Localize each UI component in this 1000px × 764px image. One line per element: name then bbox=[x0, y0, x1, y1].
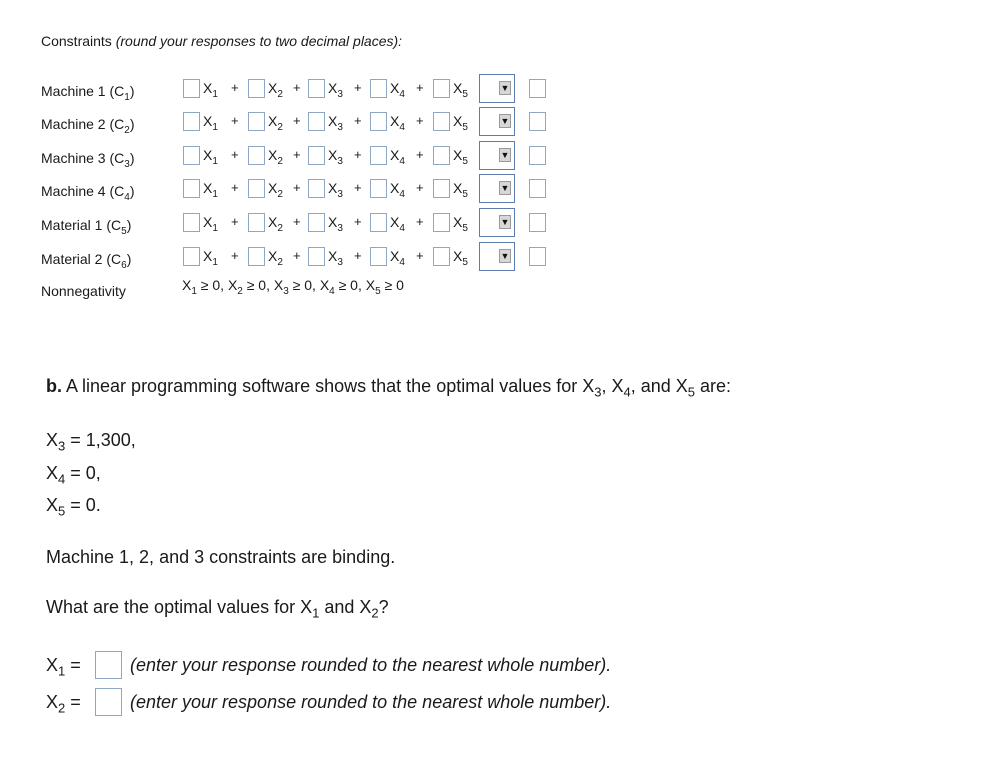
coefficient-input-x1[interactable] bbox=[183, 112, 200, 131]
x4-value-line: $X_4 = 0$, bbox=[46, 463, 101, 487]
variable-x2: $X_2$ bbox=[268, 113, 283, 133]
x3-value-line: $X_3 = 1,300$, bbox=[46, 430, 136, 454]
coefficient-input-x5[interactable] bbox=[433, 146, 450, 165]
coefficient-input-x2[interactable] bbox=[248, 79, 265, 98]
answer-hint: (enter your response rounded to the nearest whole number). bbox=[130, 692, 612, 712]
variable-x1: $X_1$ bbox=[203, 214, 218, 234]
plus-sign: + bbox=[293, 147, 301, 162]
nonnegativity-expression: $X_1 \ge 0$, $X_2 \ge 0$, $X_3 \ge 0$, $X_4 \ge 0$, $X_5 \ge 0$ bbox=[182, 277, 404, 297]
coefficient-input-x3[interactable] bbox=[308, 146, 325, 165]
dropdown-arrow-icon: ▼ bbox=[500, 150, 510, 160]
answer-input-x1[interactable] bbox=[95, 651, 122, 679]
plus-sign: + bbox=[354, 180, 362, 195]
constraint-row bbox=[41, 246, 561, 274]
dropdown-arrow-icon: ▼ bbox=[500, 217, 510, 227]
constraint-label: Machine 2 $(C_2)$ bbox=[41, 116, 135, 136]
inequality-dropdown[interactable] bbox=[479, 74, 515, 103]
inequality-dropdown[interactable] bbox=[479, 107, 515, 136]
rhs-input[interactable] bbox=[529, 79, 546, 98]
variable-x5: $X_5$ bbox=[453, 80, 468, 100]
variable-x4: $X_4$ bbox=[390, 248, 405, 268]
constraint-row bbox=[41, 145, 561, 173]
x5-value: 0. bbox=[85, 495, 101, 515]
inequality-dropdown[interactable] bbox=[479, 174, 515, 203]
inequality-dropdown[interactable] bbox=[479, 208, 515, 237]
variable-x3: $X_3$ bbox=[328, 180, 343, 200]
answer-hint: (enter your response rounded to the nearest whole number). bbox=[130, 655, 612, 675]
plus-sign: + bbox=[293, 80, 301, 95]
plus-sign: + bbox=[416, 80, 424, 95]
variable-x5: $X_5$ bbox=[453, 248, 468, 268]
coefficient-input-x1[interactable] bbox=[183, 179, 200, 198]
constraint-label: Machine 1 $(C_1)$ bbox=[41, 83, 135, 103]
plus-sign: + bbox=[354, 147, 362, 162]
part-b-letter: b. bbox=[46, 376, 62, 396]
constraint-row bbox=[41, 178, 561, 206]
plus-sign: + bbox=[354, 248, 362, 263]
constraint-label: Machine 4 $(C_4)$ bbox=[41, 183, 135, 203]
coefficient-input-x1[interactable] bbox=[183, 146, 200, 165]
rhs-input[interactable] bbox=[529, 112, 546, 131]
dropdown-arrow-icon: ▼ bbox=[500, 183, 510, 193]
plus-sign: + bbox=[416, 113, 424, 128]
dropdown-arrow-icon: ▼ bbox=[500, 116, 510, 126]
variable-x2: $X_2$ bbox=[268, 248, 283, 268]
variable-x1: $X_1$ bbox=[203, 248, 218, 268]
variable-x1: $X_1$ bbox=[203, 113, 218, 133]
plus-sign: + bbox=[231, 214, 239, 229]
coefficient-input-x3[interactable] bbox=[308, 112, 325, 131]
answer-variable: $X_2$ = bbox=[46, 692, 81, 716]
variable-x3: $X_3$ bbox=[328, 248, 343, 268]
variable-x3: $X_3$ bbox=[328, 147, 343, 167]
plus-sign: + bbox=[231, 180, 239, 195]
constraint-label: Machine 3 $(C_3)$ bbox=[41, 150, 135, 170]
plus-sign: + bbox=[231, 147, 239, 162]
variable-x3: $X_3$ bbox=[328, 214, 343, 234]
constraint-label: Material 2 $(C_6)$ bbox=[41, 251, 132, 271]
coefficient-input-x3[interactable] bbox=[308, 179, 325, 198]
plus-sign: + bbox=[293, 214, 301, 229]
coefficient-input-x4[interactable] bbox=[370, 79, 387, 98]
variable-x2: $X_2$ bbox=[268, 180, 283, 200]
constraint-label: Material 1 $(C_5)$ bbox=[41, 217, 132, 237]
coefficient-input-x4[interactable] bbox=[370, 179, 387, 198]
rhs-input[interactable] bbox=[529, 179, 546, 198]
plus-sign: + bbox=[293, 180, 301, 195]
nonnegativity-label: Nonnegativity bbox=[41, 283, 126, 299]
variable-x5: $X_5$ bbox=[453, 180, 468, 200]
plus-sign: + bbox=[354, 113, 362, 128]
variable-x2: $X_2$ bbox=[268, 147, 283, 167]
coefficient-input-x5[interactable] bbox=[433, 213, 450, 232]
plus-sign: + bbox=[231, 113, 239, 128]
plus-sign: + bbox=[416, 180, 424, 195]
plus-sign: + bbox=[416, 248, 424, 263]
plus-sign: + bbox=[416, 214, 424, 229]
variable-x4: $X_4$ bbox=[390, 113, 405, 133]
coefficient-input-x5[interactable] bbox=[433, 179, 450, 198]
x3-value: 1,300, bbox=[85, 430, 136, 450]
coefficient-input-x2[interactable] bbox=[248, 247, 265, 266]
variable-x1: $X_1$ bbox=[203, 180, 218, 200]
variable-x5: $X_5$ bbox=[453, 113, 468, 133]
coefficient-input-x4[interactable] bbox=[370, 213, 387, 232]
part-b-heading bbox=[46, 376, 731, 400]
answer-input-x2[interactable] bbox=[95, 688, 122, 716]
instructions-text bbox=[41, 33, 402, 49]
answer-row bbox=[46, 651, 746, 681]
rhs-input[interactable] bbox=[529, 213, 546, 232]
inequality-dropdown[interactable] bbox=[479, 242, 515, 271]
coefficient-input-x4[interactable] bbox=[370, 146, 387, 165]
variable-x1: $X_1$ bbox=[203, 147, 218, 167]
plus-sign: + bbox=[231, 248, 239, 263]
coefficient-input-x2[interactable] bbox=[248, 112, 265, 131]
dropdown-arrow-icon: ▼ bbox=[500, 83, 510, 93]
variable-x2: $X_2$ bbox=[268, 80, 283, 100]
coefficient-input-x5[interactable] bbox=[433, 79, 450, 98]
coefficient-input-x1[interactable] bbox=[183, 247, 200, 266]
question-text: What are the optimal values for $X_1$ and $X_2$? bbox=[46, 597, 389, 621]
coefficient-input-x3[interactable] bbox=[308, 79, 325, 98]
answer-row bbox=[46, 688, 746, 718]
constraint-row bbox=[41, 78, 561, 106]
coefficient-input-x5[interactable] bbox=[433, 112, 450, 131]
coefficient-input-x1[interactable] bbox=[183, 79, 200, 98]
coefficient-input-x5[interactable] bbox=[433, 247, 450, 266]
instructions-note: (round your responses to two decimal places): bbox=[115, 33, 403, 49]
variable-x3: $X_3$ bbox=[328, 80, 343, 100]
plus-sign: + bbox=[231, 80, 239, 95]
variable-x5: $X_5$ bbox=[453, 147, 468, 167]
variable-x4: $X_4$ bbox=[390, 214, 405, 234]
plus-sign: + bbox=[293, 113, 301, 128]
plus-sign: + bbox=[354, 80, 362, 95]
coefficient-input-x2[interactable] bbox=[248, 146, 265, 165]
variable-x1: $X_1$ bbox=[203, 80, 218, 100]
binding-statement: Machine 1, 2, and 3 constraints are binding. bbox=[46, 547, 396, 567]
coefficient-input-x3[interactable] bbox=[308, 213, 325, 232]
variable-x2: $X_2$ bbox=[268, 214, 283, 234]
variable-x4: $X_4$ bbox=[390, 147, 405, 167]
constraint-row bbox=[41, 212, 561, 240]
coefficient-input-x4[interactable] bbox=[370, 112, 387, 131]
instructions-label: Constraints bbox=[41, 33, 112, 49]
plus-sign: + bbox=[354, 214, 362, 229]
coefficient-input-x1[interactable] bbox=[183, 213, 200, 232]
coefficient-input-x2[interactable] bbox=[248, 213, 265, 232]
coefficient-input-x4[interactable] bbox=[370, 247, 387, 266]
plus-sign: + bbox=[293, 248, 301, 263]
rhs-input[interactable] bbox=[529, 247, 546, 266]
constraint-row bbox=[41, 111, 561, 139]
x5-value-line: $X_5 = 0$. bbox=[46, 495, 101, 519]
variable-x3: $X_3$ bbox=[328, 113, 343, 133]
x4-value: 0, bbox=[85, 463, 101, 483]
coefficient-input-x3[interactable] bbox=[308, 247, 325, 266]
dropdown-arrow-icon: ▼ bbox=[500, 251, 510, 261]
variable-x4: $X_4$ bbox=[390, 80, 405, 100]
variable-x5: $X_5$ bbox=[453, 214, 468, 234]
plus-sign: + bbox=[416, 147, 424, 162]
part-b-text: A linear programming software shows that the optimal values for $X_3$, $X_4$, and $X_5$ are: bbox=[66, 376, 732, 400]
answer-variable: $X_1$ = bbox=[46, 655, 81, 679]
variable-x4: $X_4$ bbox=[390, 180, 405, 200]
inequality-dropdown[interactable] bbox=[479, 141, 515, 170]
rhs-input[interactable] bbox=[529, 146, 546, 165]
coefficient-input-x2[interactable] bbox=[248, 179, 265, 198]
